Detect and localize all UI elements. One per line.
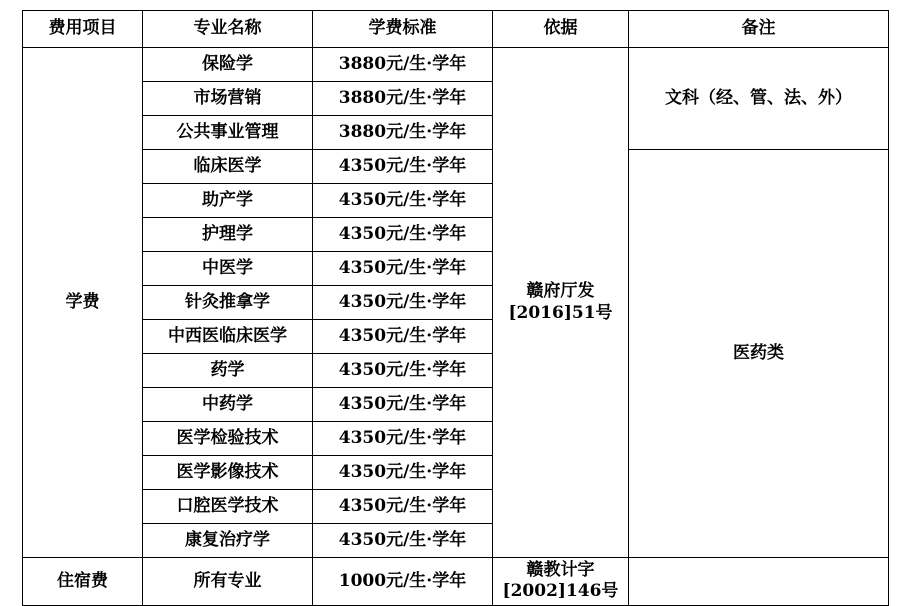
- major-name: 助产学: [143, 184, 313, 218]
- major-name: 保险学: [143, 48, 313, 82]
- fee-item-lodging: 住宿费: [23, 558, 143, 606]
- basis-tuition: [493, 48, 629, 558]
- tuition-standard: 4350元/生·学年: [313, 184, 493, 218]
- tuition-standard: 4350元/生·学年: [313, 252, 493, 286]
- tuition-standard: 4350元/生·学年: [313, 388, 493, 422]
- column-header-major-name: 专业名称: [143, 11, 313, 48]
- major-name: 护理学: [143, 218, 313, 252]
- tuition-standard: 4350元/生·学年: [313, 150, 493, 184]
- fee-schedule-table: [22, 10, 889, 606]
- major-name: 市场营销: [143, 82, 313, 116]
- tuition-standard: 4350元/生·学年: [313, 490, 493, 524]
- tuition-standard: 3880元/生·学年: [313, 48, 493, 82]
- column-header-remark: 备注: [629, 11, 889, 48]
- table-header-row: [23, 11, 889, 48]
- table-body: [23, 48, 889, 606]
- major-name: 药学: [143, 354, 313, 388]
- major-name: 针灸推拿学: [143, 286, 313, 320]
- tuition-standard: 4350元/生·学年: [313, 218, 493, 252]
- major-name: 医学影像技术: [143, 456, 313, 490]
- remark-liberal-arts: 文科（经、管、法、外）: [629, 48, 889, 150]
- basis-line-2: [2002]146号: [502, 581, 619, 602]
- tuition-standard: 4350元/生·学年: [313, 422, 493, 456]
- major-name: 临床医学: [143, 150, 313, 184]
- major-name: 所有专业: [143, 558, 313, 606]
- column-header-tuition-standard: 学费标准: [313, 11, 493, 48]
- basis-line-1: 赣教计字: [526, 560, 595, 580]
- basis-line-1: 赣府厅发: [526, 281, 595, 302]
- basis-line-2: [2016]51号: [508, 302, 613, 323]
- remark-lodging: [629, 558, 889, 606]
- tuition-standard: 4350元/生·学年: [313, 354, 493, 388]
- fee-item-tuition: 学费: [23, 48, 143, 558]
- table-row-lodging: [23, 558, 889, 606]
- major-name: 医学检验技术: [143, 422, 313, 456]
- lodging-standard: 1000元/生·学年: [313, 558, 493, 606]
- column-header-basis: 依据: [493, 11, 629, 48]
- tuition-standard: 4350元/生·学年: [313, 524, 493, 558]
- table-header: [23, 11, 889, 48]
- major-name: 口腔医学技术: [143, 490, 313, 524]
- major-name: 康复治疗学: [143, 524, 313, 558]
- tuition-standard: 3880元/生·学年: [313, 82, 493, 116]
- remark-medicine: 医药类: [629, 150, 889, 558]
- tuition-standard: 4350元/生·学年: [313, 286, 493, 320]
- tuition-standard: 3880元/生·学年: [313, 116, 493, 150]
- major-name: 中西医临床医学: [143, 320, 313, 354]
- tuition-standard: 4350元/生·学年: [313, 320, 493, 354]
- major-name: 中药学: [143, 388, 313, 422]
- major-name: 中医学: [143, 252, 313, 286]
- column-header-fee-item: 费用项目: [23, 11, 143, 48]
- basis-lodging: [493, 558, 629, 606]
- major-name: 公共事业管理: [143, 116, 313, 150]
- tuition-standard: 4350元/生·学年: [313, 456, 493, 490]
- table-row: [23, 48, 889, 82]
- table-row: [23, 150, 889, 184]
